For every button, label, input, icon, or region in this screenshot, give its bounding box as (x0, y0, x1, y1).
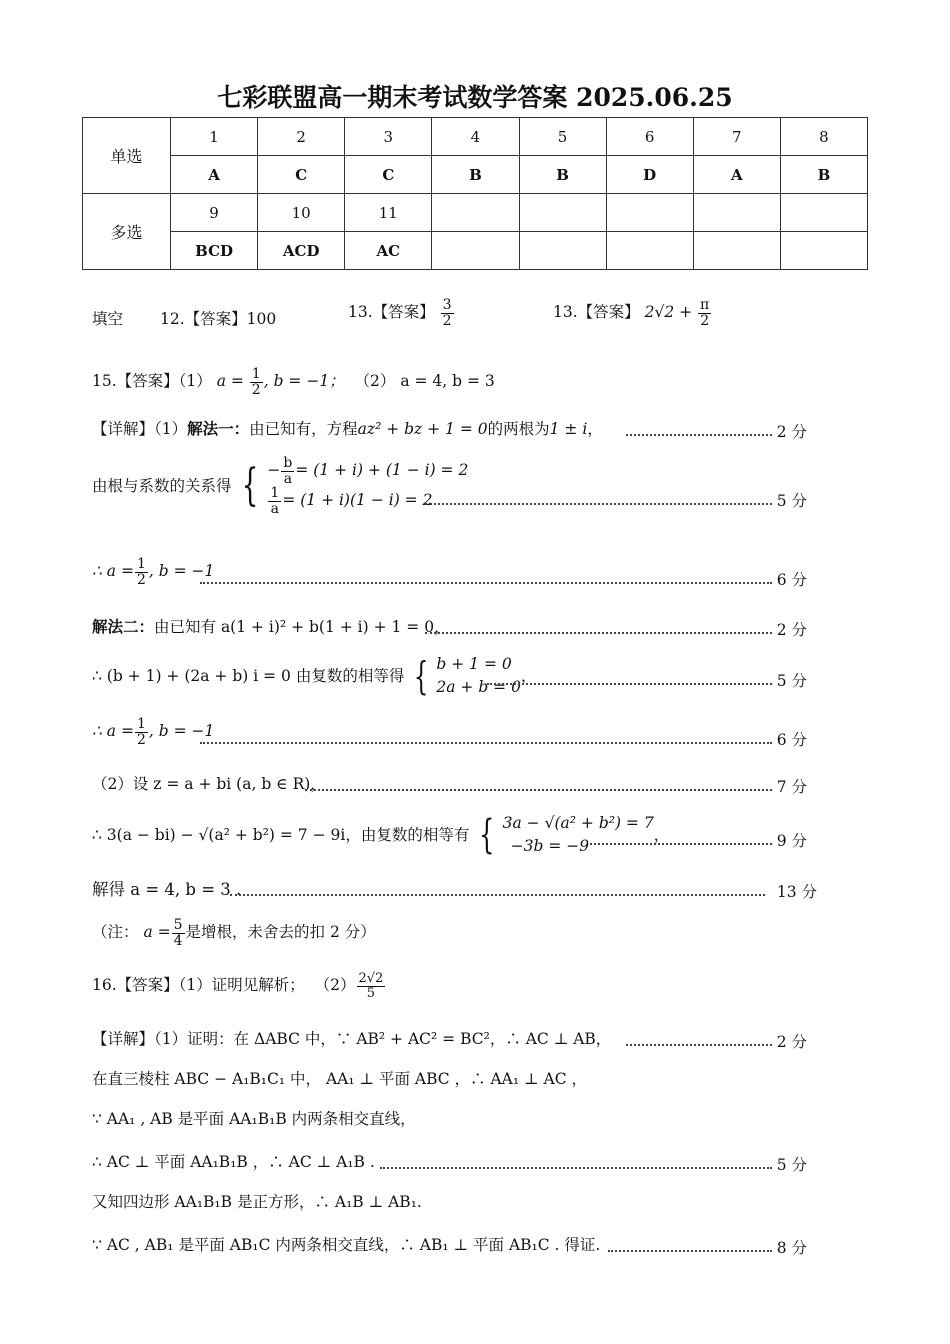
score: 6 分 (776, 571, 807, 589)
score: 2 分 (776, 423, 807, 441)
fraction: $\frac{3}{2}$ (442, 297, 452, 329)
empty-cell (432, 232, 519, 270)
q16-line-6: ∵ AC , AB₁ 是平面 AB₁C 内两条相交直线，∴ AB₁ ⊥ 平面 AB₁C . 得证. (92, 1236, 601, 1254)
empty-cell (519, 232, 606, 270)
question-number: 1 (171, 118, 258, 156)
leader-dots (230, 894, 765, 896)
q16-line-2: 在直三棱柱 ABC − A₁B₁C₁ 中， AA₁ ⊥ 平面 ABC ，∴ AA₁ ⊥ AC ， (92, 1070, 587, 1088)
question-number: 2 (258, 118, 345, 156)
q15-method2: 解法二：由已知有 a(1 + i)² + b(1 + i) + 1 = 0， (92, 618, 450, 636)
score: 7 分 (776, 778, 807, 796)
score: 5 分 (776, 672, 807, 690)
question-number: 9 (171, 194, 258, 232)
page-title: 七彩联盟高一期末考试数学答案 2025.06.25 (217, 83, 733, 112)
multi-answer-row (83, 232, 868, 270)
score: 5 分 (776, 492, 807, 510)
leader-dots (608, 1250, 772, 1252)
answer-cell: A (171, 156, 258, 194)
fill-answer-14 (553, 298, 712, 328)
q15-result-2: ∴ a = $\frac{1}{2}$ , b = −1 (92, 716, 215, 748)
fill-answer-14-label: 13.【答案】 (553, 303, 640, 322)
q15-part2-eq: ∴ 3(a − bi) − √(a² + b²) = 7 − 9i，由复数的相等有 { 3a − √(a² + b²) = 7 −3b = −9 ， (92, 812, 670, 859)
empty-cell (693, 232, 780, 270)
answer-cell: ACD (258, 232, 345, 270)
answer-cell: D (606, 156, 693, 194)
answer-cell: BCD (171, 232, 258, 270)
question-number: 8 (780, 118, 867, 156)
score: 5 分 (776, 1156, 807, 1174)
empty-cell (606, 232, 693, 270)
q15-solve: 解得 a = 4, b = 3 . (92, 880, 242, 899)
single-answer-row (83, 156, 868, 194)
empty-cell (606, 194, 693, 232)
answer-cell: AC (345, 232, 432, 270)
question-number: 5 (519, 118, 606, 156)
math-expression: 2√2 + (644, 303, 693, 322)
empty-cell (780, 194, 867, 232)
leader-dots (200, 742, 772, 744)
q16-line-3: ∵ AA₁ , AB 是平面 AA₁B₁B 内两条相交直线， (92, 1110, 416, 1128)
multi-choice-label: 多选 (83, 194, 171, 270)
leader-dots (626, 434, 772, 436)
score: 2 分 (776, 1033, 807, 1051)
score: 6 分 (776, 731, 807, 749)
multi-num-row (83, 194, 868, 232)
q15-note: （注： a = $\frac{5}{4}$ 是增根，未舍去的扣 2 分） (92, 917, 376, 949)
answer-cell: B (432, 156, 519, 194)
question-number: 6 (606, 118, 693, 156)
answer-table (82, 117, 868, 270)
score: 13 分 (776, 883, 817, 901)
q15-answer: 15.【答案】（1） a = $\frac{1}{2}$ , b = −1； （2） a = 4, b = 3 (92, 366, 495, 398)
question-number: 4 (432, 118, 519, 156)
fill-label: 填空 (92, 310, 124, 328)
leader-dots (425, 503, 772, 505)
score: 8 分 (776, 1239, 807, 1257)
q16-line-4: ∴ AC ⊥ 平面 AA₁B₁B ，∴ AC ⊥ A₁B . (92, 1153, 375, 1171)
fill-answer-12: 12.【答案】100 (160, 310, 277, 328)
single-choice-label: 单选 (83, 118, 171, 194)
leader-dots (590, 843, 772, 845)
leader-dots (305, 789, 772, 791)
score: 9 分 (776, 832, 807, 850)
empty-cell (780, 232, 867, 270)
question-number: 7 (693, 118, 780, 156)
leader-dots (200, 582, 772, 584)
answer-cell: C (258, 156, 345, 194)
question-number: 3 (345, 118, 432, 156)
score: 2 分 (776, 621, 807, 639)
answer-cell: B (519, 156, 606, 194)
q16-answer: 16.【答案】（1）证明见解析； （2） $\frac{2√2}{5}$ (92, 971, 384, 1001)
leader-dots (487, 683, 772, 685)
question-number: 11 (345, 194, 432, 232)
answer-cell: C (345, 156, 432, 194)
fill-answer-13 (348, 298, 455, 328)
q15-detail-method1: 【详解】（1）解法一：由已知有，方程az² + bz + 1 = 0的两根为1 ± i， (92, 420, 603, 438)
fraction: $\frac{\pi}{2}$ (700, 297, 710, 329)
question-number: 10 (258, 194, 345, 232)
q16-line-5: 又知四边形 AA₁B₁B 是正方形，∴ A₁B ⊥ AB₁. (92, 1193, 422, 1211)
empty-cell (693, 194, 780, 232)
leader-dots (425, 632, 772, 634)
empty-cell (519, 194, 606, 232)
q15-part2: （2）设 z = a + bi (a, b ∈ R)， (92, 775, 326, 793)
q16-line-1: 【详解】（1）证明：在 ΔABC 中，∵ AB² + AC² = BC²，∴ AC ⊥ AB， (92, 1030, 612, 1048)
answer-cell: A (693, 156, 780, 194)
leader-dots (626, 1044, 772, 1046)
leader-dots (380, 1167, 772, 1169)
empty-cell (432, 194, 519, 232)
answer-cell: B (780, 156, 867, 194)
q15-method2-step: ∴ (b + 1) + (2a + b) i = 0 由复数的相等得 { b + 1 = 0 2a + b = 0 ， (92, 654, 537, 699)
q15-vieta: 由根与系数的关系得 { − $\frac{b}{a}$ = (1 + i) + (1 − i) = 2 $\frac{1}{a}$ = (1 + i)(1 − i) = 2 (92, 455, 469, 518)
q15-result: ∴ a = $\frac{1}{2}$ , b = −1 (92, 556, 215, 588)
single-num-row (83, 118, 868, 156)
fill-answer-13-label: 13.【答案】 (348, 303, 435, 322)
